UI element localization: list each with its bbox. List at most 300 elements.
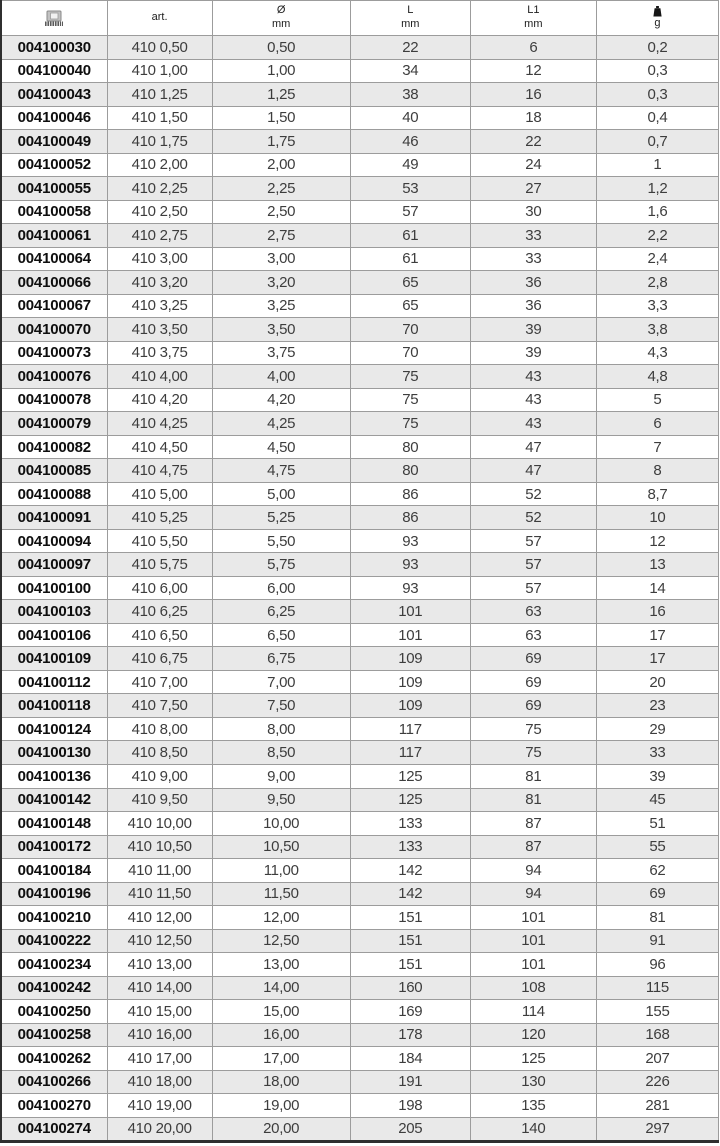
cell-art: 410 8,50 — [107, 741, 212, 765]
header-length1 — [470, 1, 596, 36]
cell-code: 004100266 — [1, 1070, 107, 1094]
cell-diameter: 3,20 — [212, 271, 350, 295]
cell-length1: 39 — [470, 318, 596, 342]
cell-code: 004100103 — [1, 600, 107, 624]
cell-weight: 13 — [596, 553, 718, 577]
table-row — [1, 623, 719, 647]
cell-weight: 96 — [596, 953, 718, 977]
cell-length1: 63 — [470, 600, 596, 624]
cell-art: 410 1,75 — [107, 130, 212, 154]
cell-length1: 101 — [470, 929, 596, 953]
cell-length: 160 — [350, 976, 470, 1000]
cell-weight: 4,8 — [596, 365, 718, 389]
cell-art: 410 12,50 — [107, 929, 212, 953]
cell-length: 53 — [350, 177, 470, 201]
cell-weight: 2,8 — [596, 271, 718, 295]
table-row — [1, 929, 719, 953]
cell-code: 004100085 — [1, 459, 107, 483]
cell-code: 004100210 — [1, 906, 107, 930]
cell-length: 80 — [350, 459, 470, 483]
cell-code: 004100088 — [1, 482, 107, 506]
cell-length: 75 — [350, 412, 470, 436]
table-row — [1, 953, 719, 977]
cell-length: 93 — [350, 576, 470, 600]
cell-length: 142 — [350, 859, 470, 883]
cell-code: 004100073 — [1, 341, 107, 365]
cell-art: 410 3,25 — [107, 294, 212, 318]
cell-length: 109 — [350, 647, 470, 671]
cell-diameter: 2,25 — [212, 177, 350, 201]
header-art — [107, 1, 212, 36]
cell-art: 410 9,50 — [107, 788, 212, 812]
cell-length: 93 — [350, 553, 470, 577]
cell-length: 142 — [350, 882, 470, 906]
cell-length1: 33 — [470, 247, 596, 271]
cell-length1: 101 — [470, 953, 596, 977]
table-row — [1, 976, 719, 1000]
table-row — [1, 1023, 719, 1047]
cell-code: 004100242 — [1, 976, 107, 1000]
table-row — [1, 318, 719, 342]
cell-code: 004100049 — [1, 130, 107, 154]
cell-length: 178 — [350, 1023, 470, 1047]
cell-diameter: 17,00 — [212, 1047, 350, 1071]
cell-code: 004100184 — [1, 859, 107, 883]
cell-weight: 207 — [596, 1047, 718, 1071]
cell-code: 004100040 — [1, 59, 107, 83]
cell-art: 410 4,20 — [107, 388, 212, 412]
cell-length: 109 — [350, 694, 470, 718]
cell-art: 410 5,50 — [107, 529, 212, 553]
cell-length: 46 — [350, 130, 470, 154]
cell-art: 410 5,00 — [107, 482, 212, 506]
cell-length: 61 — [350, 247, 470, 271]
cell-length1: 18 — [470, 106, 596, 130]
table-row — [1, 600, 719, 624]
cell-length: 86 — [350, 482, 470, 506]
cell-weight: 6 — [596, 412, 718, 436]
cell-length: 151 — [350, 906, 470, 930]
header-length-unit: mm — [401, 18, 420, 30]
header-code — [1, 1, 107, 36]
cell-art: 410 2,25 — [107, 177, 212, 201]
cell-length: 70 — [350, 318, 470, 342]
cell-length: 151 — [350, 929, 470, 953]
table-row — [1, 859, 719, 883]
table-row — [1, 1000, 719, 1024]
cell-code: 004100082 — [1, 435, 107, 459]
cell-code: 004100142 — [1, 788, 107, 812]
cell-length1: 140 — [470, 1117, 596, 1142]
cell-diameter: 4,00 — [212, 365, 350, 389]
cell-length1: 22 — [470, 130, 596, 154]
cell-diameter: 2,75 — [212, 224, 350, 248]
cell-length: 125 — [350, 764, 470, 788]
cell-art: 410 3,20 — [107, 271, 212, 295]
cell-diameter: 8,50 — [212, 741, 350, 765]
cell-weight: 1,6 — [596, 200, 718, 224]
cell-length1: 69 — [470, 694, 596, 718]
cell-art: 410 19,00 — [107, 1094, 212, 1118]
cell-art: 410 14,00 — [107, 976, 212, 1000]
cell-weight: 8 — [596, 459, 718, 483]
cell-length: 86 — [350, 506, 470, 530]
cell-code: 004100094 — [1, 529, 107, 553]
cell-length: 75 — [350, 388, 470, 412]
cell-code: 004100052 — [1, 153, 107, 177]
cell-art: 410 4,00 — [107, 365, 212, 389]
cell-length1: 36 — [470, 294, 596, 318]
table-row — [1, 412, 719, 436]
cell-diameter: 6,75 — [212, 647, 350, 671]
table-row — [1, 764, 719, 788]
cell-weight: 4,3 — [596, 341, 718, 365]
cell-weight: 62 — [596, 859, 718, 883]
cell-length1: 36 — [470, 271, 596, 295]
cell-length1: 47 — [470, 435, 596, 459]
cell-weight: 115 — [596, 976, 718, 1000]
cell-diameter: 2,00 — [212, 153, 350, 177]
header-row — [1, 1, 719, 36]
cell-weight: 5 — [596, 388, 718, 412]
cell-weight: 8,7 — [596, 482, 718, 506]
cell-length1: 30 — [470, 200, 596, 224]
cell-length: 205 — [350, 1117, 470, 1142]
cell-length1: 101 — [470, 906, 596, 930]
cell-length: 184 — [350, 1047, 470, 1071]
cell-art: 410 1,00 — [107, 59, 212, 83]
cell-diameter: 3,00 — [212, 247, 350, 271]
cell-art: 410 1,50 — [107, 106, 212, 130]
cell-code: 004100250 — [1, 1000, 107, 1024]
cell-weight: 155 — [596, 1000, 718, 1024]
cell-length: 80 — [350, 435, 470, 459]
cell-weight: 39 — [596, 764, 718, 788]
cell-length1: 130 — [470, 1070, 596, 1094]
cell-code: 004100106 — [1, 623, 107, 647]
cell-code: 004100070 — [1, 318, 107, 342]
cell-diameter: 2,50 — [212, 200, 350, 224]
cell-weight: 297 — [596, 1117, 718, 1142]
cell-diameter: 5,00 — [212, 482, 350, 506]
cell-art: 410 6,75 — [107, 647, 212, 671]
table-row — [1, 906, 719, 930]
cell-art: 410 6,50 — [107, 623, 212, 647]
cell-diameter: 13,00 — [212, 953, 350, 977]
cell-length1: 57 — [470, 576, 596, 600]
header-length — [350, 1, 470, 36]
cell-code: 004100130 — [1, 741, 107, 765]
cell-weight: 55 — [596, 835, 718, 859]
cell-length: 151 — [350, 953, 470, 977]
cell-length: 93 — [350, 529, 470, 553]
cell-length: 34 — [350, 59, 470, 83]
cell-diameter: 7,50 — [212, 694, 350, 718]
cell-art: 410 3,50 — [107, 318, 212, 342]
cell-code: 004100076 — [1, 365, 107, 389]
cell-weight: 3,8 — [596, 318, 718, 342]
cell-weight: 0,3 — [596, 83, 718, 107]
cell-weight: 2,4 — [596, 247, 718, 271]
cell-length: 109 — [350, 670, 470, 694]
cell-code: 004100112 — [1, 670, 107, 694]
cell-diameter: 9,50 — [212, 788, 350, 812]
table-row — [1, 506, 719, 530]
cell-diameter: 6,25 — [212, 600, 350, 624]
cell-diameter: 7,00 — [212, 670, 350, 694]
cell-art: 410 12,00 — [107, 906, 212, 930]
cell-weight: 14 — [596, 576, 718, 600]
table-row — [1, 459, 719, 483]
cell-length: 75 — [350, 365, 470, 389]
table-row — [1, 1117, 719, 1142]
table-row — [1, 788, 719, 812]
cell-length: 61 — [350, 224, 470, 248]
table-header — [1, 1, 719, 36]
cell-diameter: 9,00 — [212, 764, 350, 788]
cell-length1: 43 — [470, 365, 596, 389]
cell-length: 40 — [350, 106, 470, 130]
table-row — [1, 177, 719, 201]
cell-weight: 45 — [596, 788, 718, 812]
cell-art: 410 13,00 — [107, 953, 212, 977]
table-row — [1, 482, 719, 506]
cell-length1: 43 — [470, 412, 596, 436]
cell-code: 004100262 — [1, 1047, 107, 1071]
cell-length: 117 — [350, 741, 470, 765]
cell-length1: 6 — [470, 36, 596, 60]
table-row — [1, 388, 719, 412]
header-length1-label: L1 — [527, 4, 540, 17]
cell-diameter: 20,00 — [212, 1117, 350, 1142]
cell-length1: 75 — [470, 741, 596, 765]
cell-art: 410 0,50 — [107, 36, 212, 60]
cell-code: 004100148 — [1, 812, 107, 836]
cell-diameter: 18,00 — [212, 1070, 350, 1094]
table-row — [1, 553, 719, 577]
cell-art: 410 2,75 — [107, 224, 212, 248]
table-row — [1, 435, 719, 459]
cell-diameter: 5,50 — [212, 529, 350, 553]
cell-code: 004100079 — [1, 412, 107, 436]
cell-code: 004100274 — [1, 1117, 107, 1142]
cell-diameter: 12,00 — [212, 906, 350, 930]
cell-art: 410 3,00 — [107, 247, 212, 271]
cell-diameter: 8,00 — [212, 717, 350, 741]
cell-diameter: 4,25 — [212, 412, 350, 436]
cell-art: 410 11,50 — [107, 882, 212, 906]
cell-weight: 10 — [596, 506, 718, 530]
cell-length: 133 — [350, 812, 470, 836]
cell-code: 004100091 — [1, 506, 107, 530]
cell-weight: 3,3 — [596, 294, 718, 318]
cell-weight: 69 — [596, 882, 718, 906]
cell-code: 004100078 — [1, 388, 107, 412]
table-row — [1, 529, 719, 553]
cell-length1: 57 — [470, 553, 596, 577]
cell-weight: 1,2 — [596, 177, 718, 201]
cell-length: 57 — [350, 200, 470, 224]
cell-length1: 63 — [470, 623, 596, 647]
cell-diameter: 11,00 — [212, 859, 350, 883]
cell-code: 004100030 — [1, 36, 107, 60]
cell-weight: 17 — [596, 623, 718, 647]
cell-diameter: 3,50 — [212, 318, 350, 342]
cell-length1: 87 — [470, 812, 596, 836]
cell-length1: 81 — [470, 764, 596, 788]
cell-diameter: 14,00 — [212, 976, 350, 1000]
table-row — [1, 365, 719, 389]
cell-length: 65 — [350, 271, 470, 295]
cell-length1: 108 — [470, 976, 596, 1000]
cell-length1: 69 — [470, 647, 596, 671]
header-art-label: art. — [151, 11, 168, 24]
cell-weight: 16 — [596, 600, 718, 624]
cell-weight: 7 — [596, 435, 718, 459]
cell-diameter: 11,50 — [212, 882, 350, 906]
cell-art: 410 9,00 — [107, 764, 212, 788]
cell-length1: 87 — [470, 835, 596, 859]
cell-weight: 168 — [596, 1023, 718, 1047]
header-diameter-unit: mm — [272, 18, 291, 30]
cell-code: 004100172 — [1, 835, 107, 859]
cell-art: 410 1,25 — [107, 83, 212, 107]
cell-art: 410 5,75 — [107, 553, 212, 577]
cell-length1: 52 — [470, 482, 596, 506]
cell-art: 410 6,25 — [107, 600, 212, 624]
cell-diameter: 1,50 — [212, 106, 350, 130]
cell-length1: 16 — [470, 83, 596, 107]
cell-diameter: 16,00 — [212, 1023, 350, 1047]
cell-art: 410 4,50 — [107, 435, 212, 459]
cell-length: 169 — [350, 1000, 470, 1024]
cell-art: 410 5,25 — [107, 506, 212, 530]
cell-weight: 23 — [596, 694, 718, 718]
cell-diameter: 5,75 — [212, 553, 350, 577]
cell-code: 004100234 — [1, 953, 107, 977]
cell-length1: 125 — [470, 1047, 596, 1071]
cell-length1: 33 — [470, 224, 596, 248]
cell-art: 410 15,00 — [107, 1000, 212, 1024]
cell-length: 22 — [350, 36, 470, 60]
cell-length1: 24 — [470, 153, 596, 177]
table-row — [1, 717, 719, 741]
cell-length: 70 — [350, 341, 470, 365]
cell-code: 004100100 — [1, 576, 107, 600]
cell-code: 004100196 — [1, 882, 107, 906]
cell-diameter: 0,50 — [212, 36, 350, 60]
cell-art: 410 3,75 — [107, 341, 212, 365]
cell-length: 117 — [350, 717, 470, 741]
cell-art: 410 16,00 — [107, 1023, 212, 1047]
cell-length1: 27 — [470, 177, 596, 201]
cell-code: 004100124 — [1, 717, 107, 741]
table-row — [1, 59, 719, 83]
table-row — [1, 294, 719, 318]
cell-code: 004100097 — [1, 553, 107, 577]
cell-diameter: 15,00 — [212, 1000, 350, 1024]
cell-length1: 52 — [470, 506, 596, 530]
cell-code: 004100067 — [1, 294, 107, 318]
cell-code: 004100118 — [1, 694, 107, 718]
header-diameter-label: Ø — [276, 4, 286, 17]
cell-diameter: 1,25 — [212, 83, 350, 107]
cell-length1: 43 — [470, 388, 596, 412]
cell-code: 004100043 — [1, 83, 107, 107]
cell-code: 004100222 — [1, 929, 107, 953]
cell-diameter: 6,50 — [212, 623, 350, 647]
cell-diameter: 4,50 — [212, 435, 350, 459]
cell-art: 410 8,00 — [107, 717, 212, 741]
cell-diameter: 4,75 — [212, 459, 350, 483]
table-row — [1, 341, 719, 365]
table-row — [1, 1094, 719, 1118]
table-row — [1, 1070, 719, 1094]
cell-weight: 81 — [596, 906, 718, 930]
cell-code: 004100109 — [1, 647, 107, 671]
cell-weight: 51 — [596, 812, 718, 836]
cell-length: 65 — [350, 294, 470, 318]
cell-diameter: 6,00 — [212, 576, 350, 600]
cell-length1: 81 — [470, 788, 596, 812]
cell-art: 410 6,00 — [107, 576, 212, 600]
header-weight — [596, 1, 718, 36]
cell-art: 410 7,50 — [107, 694, 212, 718]
cell-art: 410 2,50 — [107, 200, 212, 224]
cell-length: 49 — [350, 153, 470, 177]
cell-diameter: 10,50 — [212, 835, 350, 859]
weight-icon — [653, 6, 662, 17]
cell-length1: 94 — [470, 882, 596, 906]
cell-length: 38 — [350, 83, 470, 107]
cell-art: 410 7,00 — [107, 670, 212, 694]
cell-weight: 0,2 — [596, 36, 718, 60]
cell-length: 101 — [350, 623, 470, 647]
header-weight-unit: g — [654, 16, 661, 29]
cell-diameter: 3,25 — [212, 294, 350, 318]
cell-code: 004100055 — [1, 177, 107, 201]
table-row — [1, 1047, 719, 1071]
cell-length: 101 — [350, 600, 470, 624]
cell-weight: 33 — [596, 741, 718, 765]
cell-diameter: 19,00 — [212, 1094, 350, 1118]
cell-diameter: 1,00 — [212, 59, 350, 83]
cell-art: 410 4,75 — [107, 459, 212, 483]
cell-diameter: 12,50 — [212, 929, 350, 953]
table-row — [1, 224, 719, 248]
table-row — [1, 247, 719, 271]
cell-length1: 12 — [470, 59, 596, 83]
cell-length: 125 — [350, 788, 470, 812]
table-row — [1, 647, 719, 671]
table-row — [1, 741, 719, 765]
table-row — [1, 200, 719, 224]
cell-code: 004100064 — [1, 247, 107, 271]
cell-art: 410 20,00 — [107, 1117, 212, 1142]
cell-length1: 94 — [470, 859, 596, 883]
cell-length1: 114 — [470, 1000, 596, 1024]
header-length1-unit: mm — [524, 18, 543, 30]
cell-diameter: 3,75 — [212, 341, 350, 365]
cell-code: 004100046 — [1, 106, 107, 130]
cell-length1: 39 — [470, 341, 596, 365]
cell-weight: 0,7 — [596, 130, 718, 154]
cell-weight: 91 — [596, 929, 718, 953]
cell-diameter: 10,00 — [212, 812, 350, 836]
cell-length1: 47 — [470, 459, 596, 483]
cell-weight: 17 — [596, 647, 718, 671]
cell-diameter: 1,75 — [212, 130, 350, 154]
